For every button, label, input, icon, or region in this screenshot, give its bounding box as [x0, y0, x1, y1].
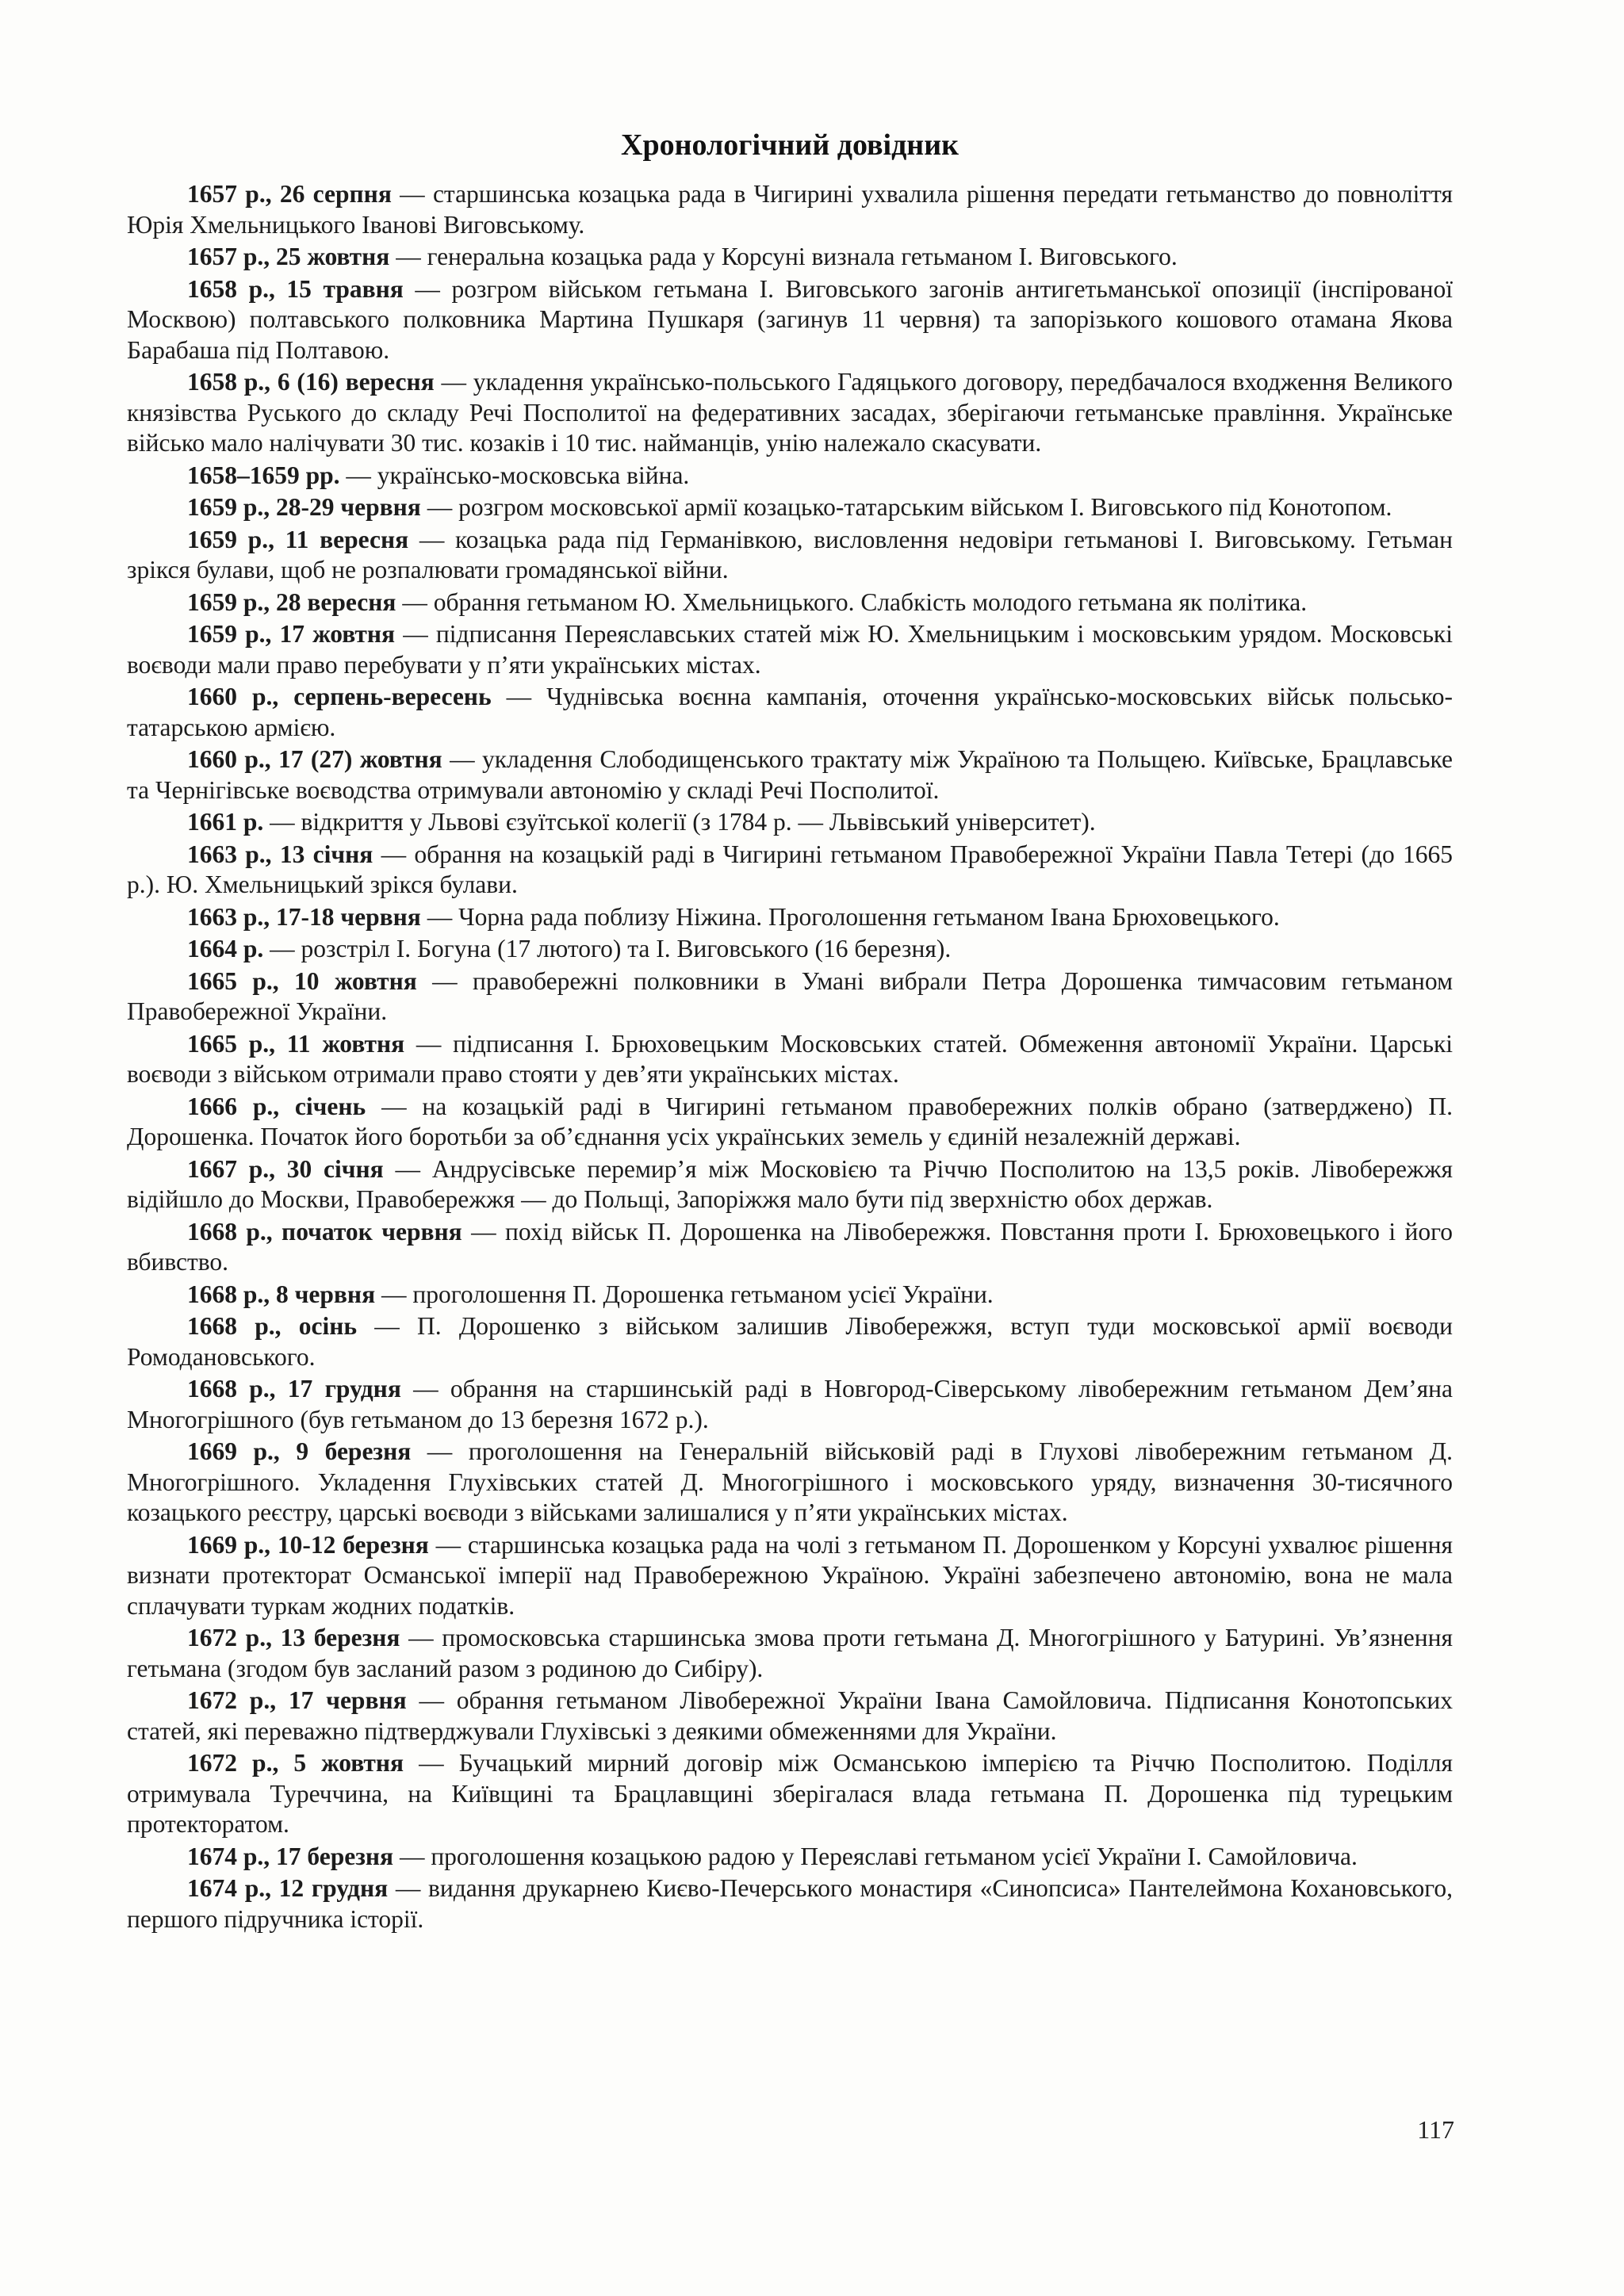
chronology-list	[127, 179, 1453, 1934]
entry-date: 1664 р.	[187, 935, 264, 962]
entry-text: — проголошення козацькою радою у Переяславі гетьманом усієї України І. Самойловича.	[393, 1842, 1358, 1870]
entry-date: 1658–1659 рр.	[187, 461, 340, 489]
entry-date: 1663 р., 17-18 червня	[187, 902, 421, 931]
entry-date: 1668 р., початок червня	[187, 1217, 462, 1246]
entry-date: 1660 р., 17 (27) жовтня	[187, 745, 442, 773]
entry-date: 1668 р., 17 грудня	[187, 1375, 401, 1402]
page-content	[127, 127, 1453, 1936]
entry-date: 1665 р., 11 жовтня	[187, 1029, 405, 1058]
page-title: Хронологічний довідник	[621, 128, 959, 162]
entry-date: 1661 р.	[187, 808, 264, 836]
entry-text: — відкриття у Львові єзуїтської колегії (з 1784 р. — Львівський університет).	[263, 808, 1096, 836]
entry-date: 1659 р., 11 вересня	[187, 525, 409, 553]
chronology-entry	[127, 461, 1453, 492]
entry-date: 1659 р., 28 вересня	[187, 587, 396, 616]
entry-text: — промосковська старшинська змова проти гетьмана Д. Многогрішного у Батурині. Ув’язнення гетьмана (згодом був засланий разом з родиною до Сибіру).	[127, 1624, 1453, 1682]
entry-text: — правобережні полковники в Умані вибрали Петра Дорошенка тимчасовим гетьманом Правобережної України.	[127, 966, 1453, 1025]
entry-date: 1674 р., 17 березня	[187, 1842, 394, 1870]
entry-date: 1669 р., 10-12 березня	[187, 1530, 429, 1559]
entry-text: — старшинська козацька рада в Чигирині ухвалила рішення передати гетьманство до повноліття Юрія Хмельницького Іванові Виговському.	[127, 180, 1453, 239]
chronology-entry	[127, 902, 1453, 933]
entry-date: 1657 р., 26 серпня	[187, 180, 392, 208]
entry-text: — підписання Переяславських статей між Ю. Хмельницьким і московським урядом. Московські воєводи мали право перебувати у п’яти українських містах.	[127, 620, 1453, 679]
entry-text: — Чорна рада поблизу Ніжина. Проголошення гетьманом Івана Брюховецького.	[420, 902, 1280, 931]
entry-date: 1674 р., 12 грудня	[187, 1874, 389, 1902]
entry-date: 1669 р., 9 березня	[187, 1437, 412, 1465]
chronology-entry	[127, 807, 1453, 838]
chronology-entry	[127, 367, 1453, 459]
entry-text: — обрання на старшинській раді в Новгород-Сіверському лівобережним гетьманом Дем’яна Многогрішного (був гетьманом до 13 березня 1672 р.).	[127, 1375, 1453, 1433]
entry-text: — українсько-московська війна.	[339, 461, 690, 489]
chronology-entry	[127, 492, 1453, 523]
entry-date: 1666 р., січень	[187, 1092, 366, 1120]
entry-date: 1658 р., 15 травня	[187, 274, 404, 303]
chronology-entry	[127, 1374, 1453, 1435]
entry-text: — генеральна козацька рада у Корсуні визнала гетьманом І. Виговського.	[389, 243, 1178, 270]
chronology-entry	[127, 242, 1453, 273]
entry-text: — Чуднівська воєнна кампанія, оточення українсько-московських військ польсько-татарською армією.	[127, 683, 1454, 741]
entry-date: 1663 р., 13 січня	[187, 840, 373, 868]
chronology-entry	[127, 744, 1453, 806]
chronology-entry	[127, 1217, 1453, 1278]
entry-date: 1659 р., 28-29 червня	[187, 493, 421, 521]
chronology-entry	[127, 1842, 1453, 1873]
chronology-entry	[127, 682, 1453, 743]
entry-date: 1665 р., 10 жовтня	[187, 966, 417, 995]
chronology-entry	[127, 1873, 1453, 1934]
entry-text: — старшинська козацька рада на чолі з гетьманом П. Дорошенком у Корсуні ухвалює рішення визнати протекторат Османської імперії над Правобережною Україною. Україні забезпечено автономію, вона не мала сплачувати туркам жодних податків.	[127, 1530, 1453, 1620]
entry-text: — похід військ П. Дорошенка на Лівобережжя. Повстання проти І. Брюховецького і його вбивство.	[127, 1217, 1453, 1276]
entry-text: — на козацькій раді в Чигирині гетьманом правобережних полків обрано (затверджено) П. Дорошенка. Початок його боротьби за об’єднання усіх українських земель у єдиній незалежній державі.	[127, 1092, 1453, 1150]
entry-text: — проголошення на Генеральній військовій раді в Глухові лівобережним гетьманом Д. Многогрішного. Укладення Глухівських статей Д. Многогрішного і московського уряду, визначення 30-тисячного козацького реєстру, царські воєводи з військами залишалися у п’яти українських містах.	[127, 1437, 1454, 1526]
entry-date: 1668 р., 8 червня	[187, 1280, 376, 1308]
entry-date: 1667 р., 30 січня	[187, 1154, 384, 1183]
chronology-entry	[127, 1686, 1453, 1747]
entry-text: — розгром військом гетьмана І. Виговського загонів антигетьманської опозиції (інспірованої Москвою) полтавського полковника Мартина Пушкаря (загинув 11 червня) та запорізького кошового отамана Якова Барабаша під Полтавою.	[127, 274, 1454, 364]
entry-text: — розстріл І. Богуна (17 лютого) та І. Виговського (16 березня).	[263, 935, 952, 962]
entry-date: 1658 р., 6 (16) вересня	[187, 368, 435, 396]
chronology-entry	[127, 1311, 1453, 1372]
chronology-entry	[127, 1748, 1453, 1840]
entry-date: 1657 р., 25 жовтня	[187, 243, 390, 270]
entry-text: — укладення Слободищенського трактату між Україною та Польщею. Київське, Брацлавське та Чернігівське воєводства отримували автономію у складі Речі Посполитої.	[127, 745, 1453, 804]
chronology-entry	[127, 525, 1453, 586]
entry-date: 1668 р., осінь	[187, 1312, 358, 1340]
entry-date: 1672 р., 17 червня	[187, 1686, 407, 1714]
chronology-entry	[127, 840, 1453, 901]
entry-text: — укладення українсько-польського Гадяцького договору, передбачалося входження Великого князівства Руського до складу Речі Посполитої на федеративних засадах, зберігаючи гетьманське правління. Українське військо мало налічувати 30 тис. козаків і 10 тис. найманців, унію належало скасувати.	[127, 368, 1453, 457]
chronology-entry	[127, 1092, 1453, 1153]
chronology-entry	[127, 966, 1453, 1027]
entry-date: 1672 р., 13 березня	[187, 1624, 400, 1651]
chronology-entry	[127, 1623, 1453, 1684]
chronology-entry	[127, 587, 1453, 618]
chronology-entry	[127, 1530, 1453, 1622]
chronology-entry	[127, 274, 1453, 366]
chronology-entry	[127, 1154, 1453, 1215]
entry-text: — проголошення П. Дорошенка гетьманом усієї України.	[375, 1280, 994, 1308]
entry-text: — обрання гетьманом Лівобережної України Івана Самойловича. Підписання Конотопських статей, які переважно підтверджували Глухівські з деякими обмеженнями для України.	[127, 1686, 1453, 1745]
entry-text: — видання друкарнею Києво-Печерського монастиря «Синопсиса» Пантелеймона Кохановського, першого підручника історії.	[127, 1874, 1453, 1933]
entry-date: 1672 р., 5 жовтня	[187, 1749, 404, 1777]
entry-text: — П. Дорошенко з військом залишив Лівобережжя, вступ туди московської армії воєводи Ромодановського.	[127, 1312, 1453, 1371]
entry-date: 1660 р., серпень-вересень	[187, 683, 492, 710]
chronology-entry	[127, 1437, 1453, 1529]
entry-text: — обрання на козацькій раді в Чигирині гетьманом Правобережної України Павла Тетері (до 1665 р.). Ю. Хмельницький зрікся булави.	[127, 840, 1453, 898]
chronology-entry	[127, 179, 1453, 240]
chronology-entry	[127, 1029, 1453, 1090]
entry-text: — підписання І. Брюховецьким Московських статей. Обмеження автономії України. Царські воєводи з військом отримали право стояти у дев’яти українських містах.	[127, 1029, 1453, 1088]
entry-text: — обрання гетьманом Ю. Хмельницького. Слабкість молодого гетьмана як політика.	[396, 587, 1308, 616]
entry-text: — Бучацький мирний договір між Османською імперією та Річчю Посполитою. Поділля отримувала Туреччина, на Київщині та Брацлавщині зберігалася влада гетьмана П. Дорошенка під турецьким протекторатом.	[127, 1749, 1454, 1838]
entry-text: — розгром московської армії козацько-татарським військом І. Виговського під Конотопом.	[420, 493, 1392, 521]
chronology-entry	[127, 934, 1453, 965]
entry-text: — Андрусівське перемир’я між Московією та Річчю Посполитою на 13,5 років. Лівобережжя відійшло до Москви, Правобережжя — до Польщі, Запоріжжя мало бути під зверхністю обох держав.	[127, 1154, 1453, 1213]
entry-date: 1659 р., 17 жовтня	[187, 620, 396, 648]
entry-text: — козацька рада під Германівкою, висловлення недовіри гетьманові І. Виговському. Гетьман зрікся булави, щоб не розпалювати громадянської війни.	[127, 525, 1453, 584]
chronology-entry	[127, 619, 1453, 680]
chronology-entry	[127, 1280, 1453, 1311]
page-number: 117	[1417, 2115, 1454, 2144]
